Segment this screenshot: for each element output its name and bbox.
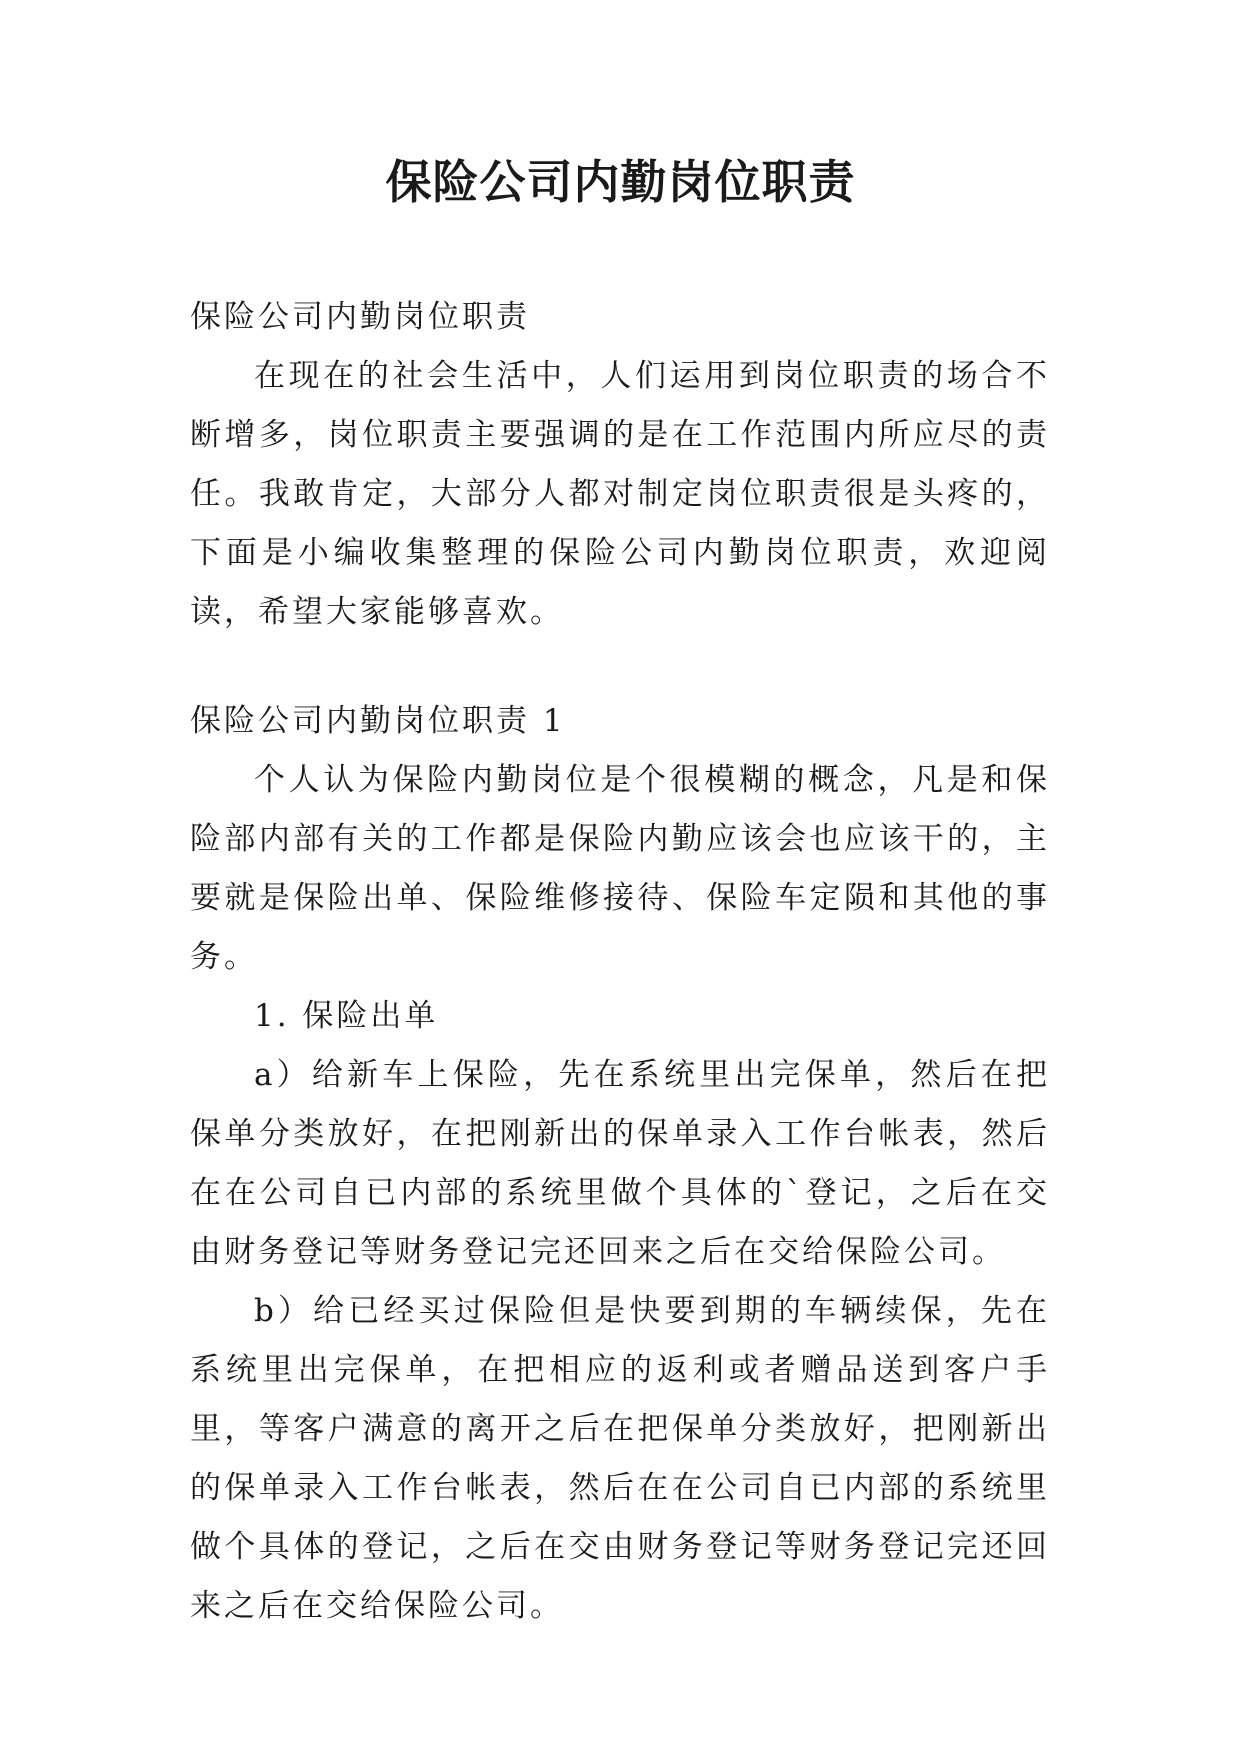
list-item-1a: a）给新车上保险，先在系统里出完保单，然后在把保单分类放好，在把刚新出的保单录入工作台帐表，然后在在公司自已内部的系统里做个具体的`登记，之后在交由财务登记等财务登记完还回来之后在交给保险公司。 — [190, 1057, 1050, 1270]
intro-block — [190, 288, 1050, 642]
document-title: 保险公司内勤岗位职责 — [385, 155, 856, 209]
intro-heading: 保险公司内勤岗位职责 — [190, 299, 530, 335]
section-1-paragraph: 个人认为保险内勤岗位是个很模糊的概念，凡是和保险部内部有关的工作都是保险内勤应该会也应该干的，主要就是保险出单、保险维修接待、保险车定陨和其他的事务。 — [190, 762, 1050, 975]
list-item-1-label: 1. 保险出单 — [254, 998, 439, 1034]
section-1-block — [190, 692, 1050, 1636]
section-1-heading: 保险公司内勤岗位职责 1 — [190, 703, 566, 739]
list-item-1b: b）给已经买过保险但是快要到期的车辆续保，先在系统里出完保单，在把相应的返利或者赠品送到客户手里，等客户满意的离开之后在把保单分类放好，把刚新出的保单录入工作台帐表，然后在在公司自已内部的系统里做个具体的登记，之后在交由财务登记等财务登记完还回来之后在交给保险公司。 — [190, 1293, 1050, 1624]
intro-paragraph: 在现在的社会生活中，人们运用到岗位职责的场合不断增多，岗位职责主要强调的是在工作范围内所应尽的责任。我敢肯定，大部分人都对制定岗位职责很是头疼的，下面是小编收集整理的保险公司内勤岗位职责，欢迎阅读，希望大家能够喜欢。 — [190, 358, 1050, 630]
